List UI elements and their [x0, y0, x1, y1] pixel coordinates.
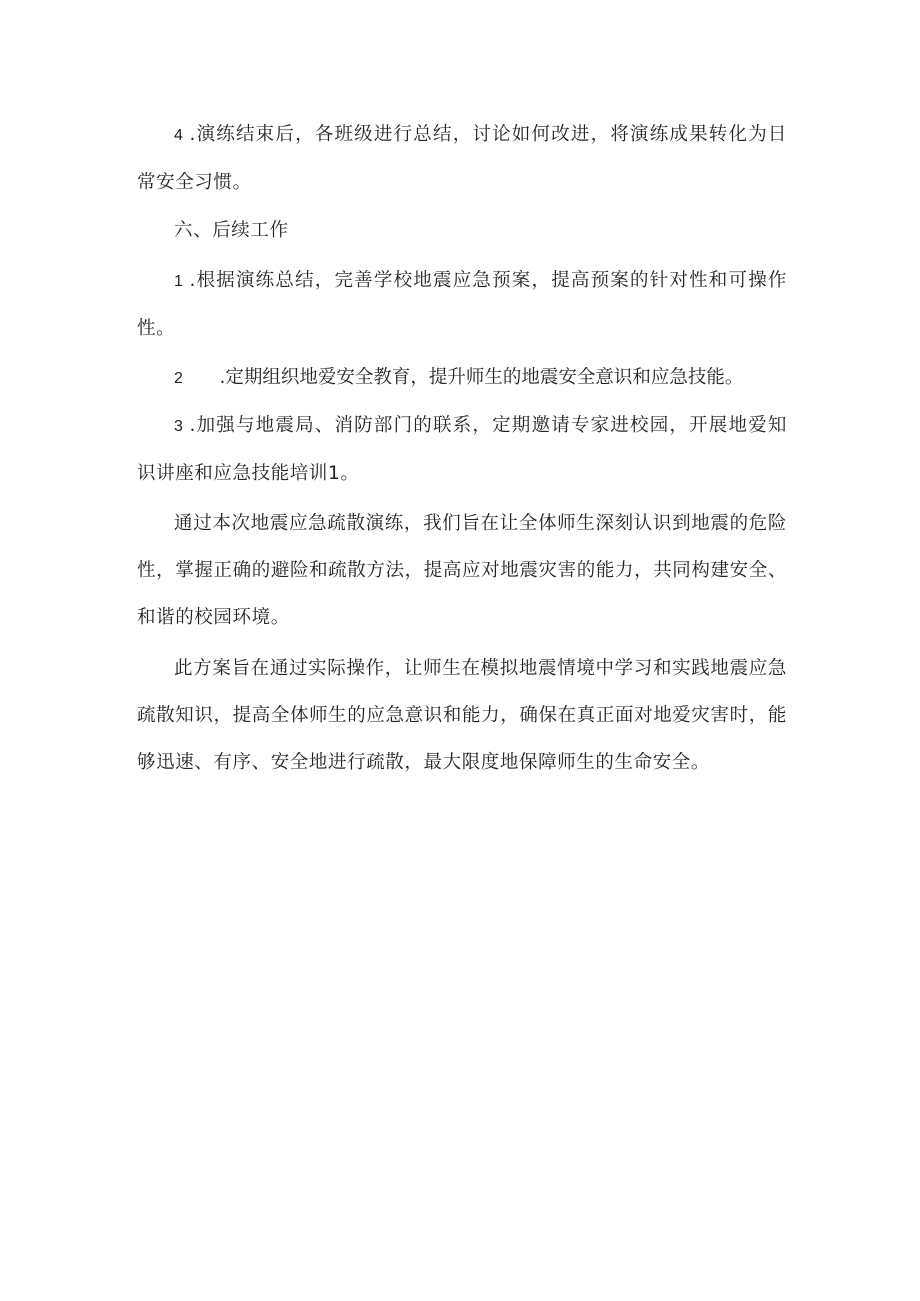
paragraph-text: 此方案旨在通过实际操作，让师生在模拟地震情境中学习和实践地震应急疏散知识，提高全体师生的应急意识和能力，确保在真正面对地爱灾害时，能够迅速、有序、安全地进行疏散，最大限度地保障师生的生命安全。	[137, 658, 787, 773]
list-item-3	[137, 402, 787, 497]
list-item-text: .根据演练总结，完善学校地震应急预案，提高预案的针对性和可操作性。	[137, 270, 787, 339]
list-item-2	[137, 354, 787, 402]
summary-paragraph	[137, 500, 787, 641]
closing-paragraph	[137, 645, 787, 786]
section-heading-text: 六、后续工作	[174, 220, 289, 241]
list-number: 2	[174, 370, 184, 387]
list-item-text: .加强与地震局、消防部门的联系，定期邀请专家进校园，开展地爱知识讲座和应急技能培训1。	[137, 415, 787, 484]
list-number: 3	[174, 418, 184, 435]
list-number: 4	[174, 127, 184, 144]
section-heading	[137, 207, 787, 254]
list-item-text: .演练结束后，各班级进行总结，讨论如何改进，将演练成果转化为日常安全习惯。	[137, 124, 787, 193]
list-number: 1	[174, 273, 184, 290]
paragraph-text: 通过本次地震应急疏散演练，我们旨在让全体师生深刻认识到地震的危险性，掌握正确的避险和疏散方法，提高应对地震灾害的能力，共同构建安全、和谐的校园环境。	[137, 513, 787, 628]
list-item-1	[137, 257, 787, 352]
list-item-4	[137, 111, 787, 206]
list-item-text: .定期组织地爱安全教育，提升师生的地震安全意识和应急技能。	[219, 367, 744, 388]
